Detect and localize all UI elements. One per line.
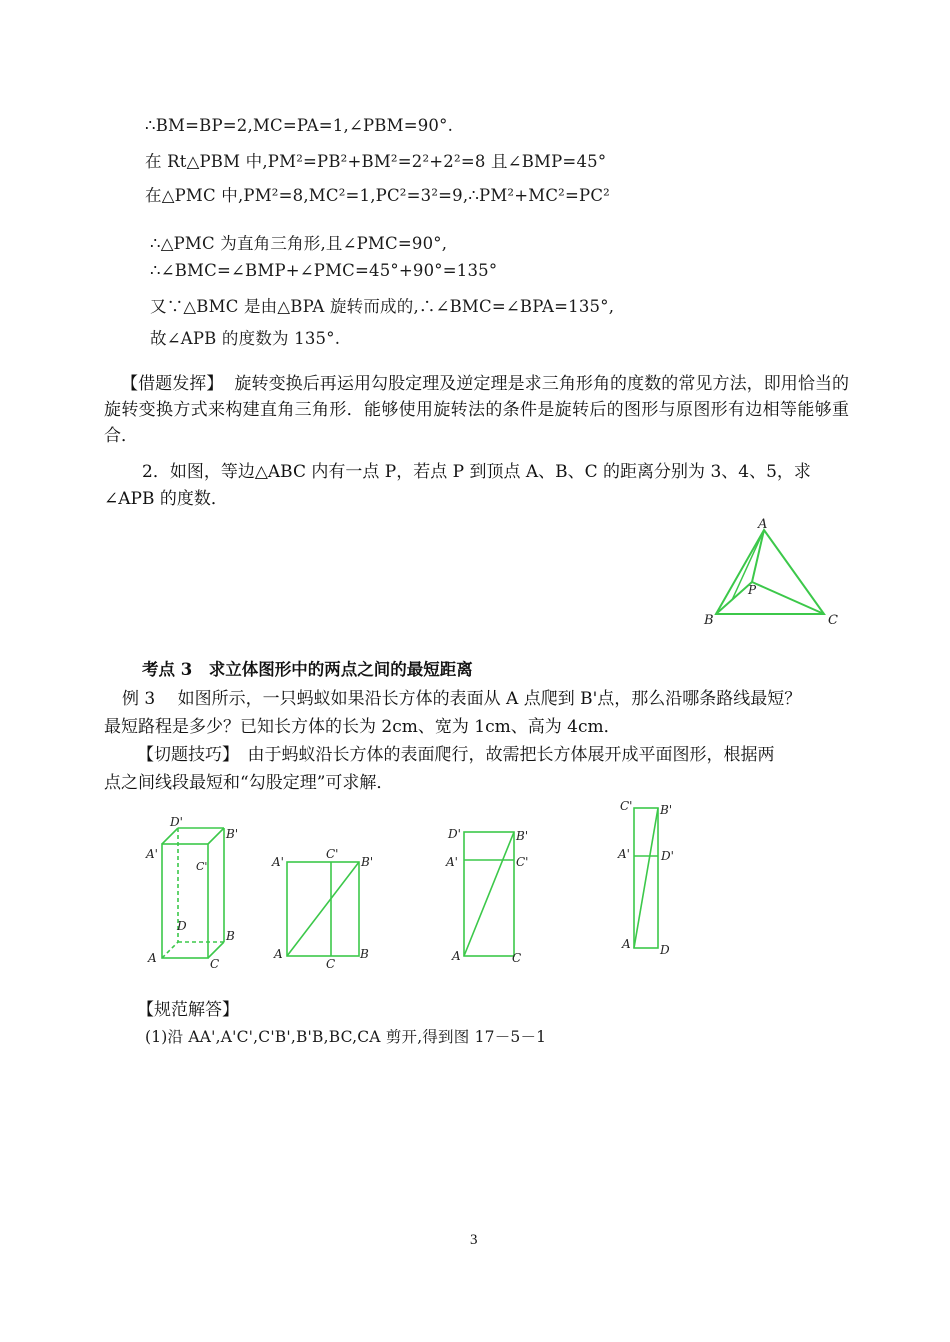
- box-label-a1: A': [146, 847, 158, 861]
- box-label-c: C: [210, 957, 220, 971]
- example3-line2: 最短路程是多少？已知长方体的长为 2cm、宽为 1cm、高为 4cm．: [104, 717, 621, 737]
- net1-label-a1: A': [272, 855, 284, 869]
- net1-label-c: C: [326, 957, 336, 970]
- net3-label-a: A: [622, 937, 631, 951]
- box-label-c1: C': [196, 860, 208, 873]
- solution-line-7: 故∠APB 的度数为 135°.: [150, 329, 341, 348]
- net2-label-c: C: [512, 951, 522, 965]
- solution-line-6: 又∵△BMC 是由△BPA 旋转而成的,∴∠BMC=∠BPA=135°,: [150, 297, 615, 316]
- example3-line1: 例 3 如图所示，一只蚂蚁如果沿长方体的表面从 A 点爬到 B'点，那么沿哪条路线最短？: [122, 689, 802, 709]
- solution-line-2: 在 Rt△PBM 中,PM²=PB²+BM²=2²+2²=8 且∠BMP=45°: [145, 152, 607, 171]
- net2-label-d1: D': [448, 827, 461, 841]
- solution-line-1: ∴BM=BP=2,MC=PA=1,∠PBM=90°.: [145, 116, 454, 135]
- box-figure: [140, 812, 250, 974]
- page-number: 3: [470, 1232, 478, 1248]
- net1-label-b: B: [360, 947, 369, 961]
- net3-label-d1: D': [661, 849, 674, 863]
- box-label-b1: B': [226, 827, 239, 841]
- solution-line-4: ∴△PMC 为直角三角形,且∠PMC=90°,: [150, 234, 448, 253]
- net3-label-d: D: [660, 943, 670, 957]
- net-figure-2: [440, 822, 540, 972]
- borrow-text: 旋转变换后再运用勾股定理及逆定理是求三角形角的度数的常见方法，即用恰当的旋转变换方式来构建直角三角形．能够使用旋转法的条件是旋转后的图形与原图形有边相等能够重合．: [104, 374, 850, 446]
- borrow-paragraph: [104, 371, 849, 449]
- label-c: C: [828, 613, 838, 628]
- net2-label-a: A: [452, 949, 461, 963]
- label-p: P: [748, 583, 757, 597]
- label-a: A: [758, 517, 768, 532]
- answer-line: (1)沿 AA',A'C',C'B',B'B,BC,CA 剪开,得到图 17－5－1: [145, 1028, 547, 1046]
- net2-label-a1: A': [446, 855, 458, 869]
- segment-pb: [716, 582, 752, 614]
- label-b: B: [704, 613, 714, 628]
- answer-title: 【规范解答】: [137, 1000, 239, 1020]
- problem2-line1: 2．如图，等边△ABC 内有一点 P，若点 P 到顶点 A、B、C 的距离分别为 3、4、5，求: [142, 462, 811, 482]
- net3-label-a1: A': [618, 847, 630, 861]
- net2-label-c1: C': [516, 855, 529, 869]
- tip-line1: 【切题技巧】 由于蚂蚁沿长方体的表面爬行，故需把长方体展开成平面图形，根据两: [137, 745, 775, 765]
- box-label-a: A: [148, 951, 157, 965]
- net1-label-c1: C': [326, 847, 339, 861]
- problem2-line2: ∠APB 的度数．: [104, 489, 228, 509]
- borrow-title: 【借题发挥】: [121, 374, 224, 394]
- net-figure-1: [268, 842, 380, 970]
- solution-line-3: 在△PMC 中,PM²=8,MC²=1,PC²=3²=9,∴PM²+MC²=PC²: [145, 186, 610, 205]
- net2-label-b1: B': [516, 829, 529, 843]
- tip-line2: 点之间线段最短和“勾股定理”可求解．: [104, 773, 394, 793]
- solution-line-5: ∴∠BMC=∠BMP+∠PMC=45°+90°=135°: [150, 261, 498, 280]
- net3-label-c1: C': [620, 799, 633, 813]
- net-figure-3: [610, 798, 690, 966]
- section-title: 考点 3 求立体图形中的两点之间的最短距离: [142, 660, 473, 679]
- box-label-b: B: [226, 929, 235, 943]
- net1-label-a: A: [274, 947, 283, 961]
- triangle-figure: [696, 512, 856, 632]
- box-label-d1: D': [170, 815, 183, 829]
- triangle-abc: [716, 530, 824, 614]
- segment-pa: [752, 530, 764, 582]
- net1-label-b1: B': [361, 855, 374, 869]
- net3-label-b1: B': [660, 803, 673, 817]
- box-label-d: D: [177, 919, 187, 933]
